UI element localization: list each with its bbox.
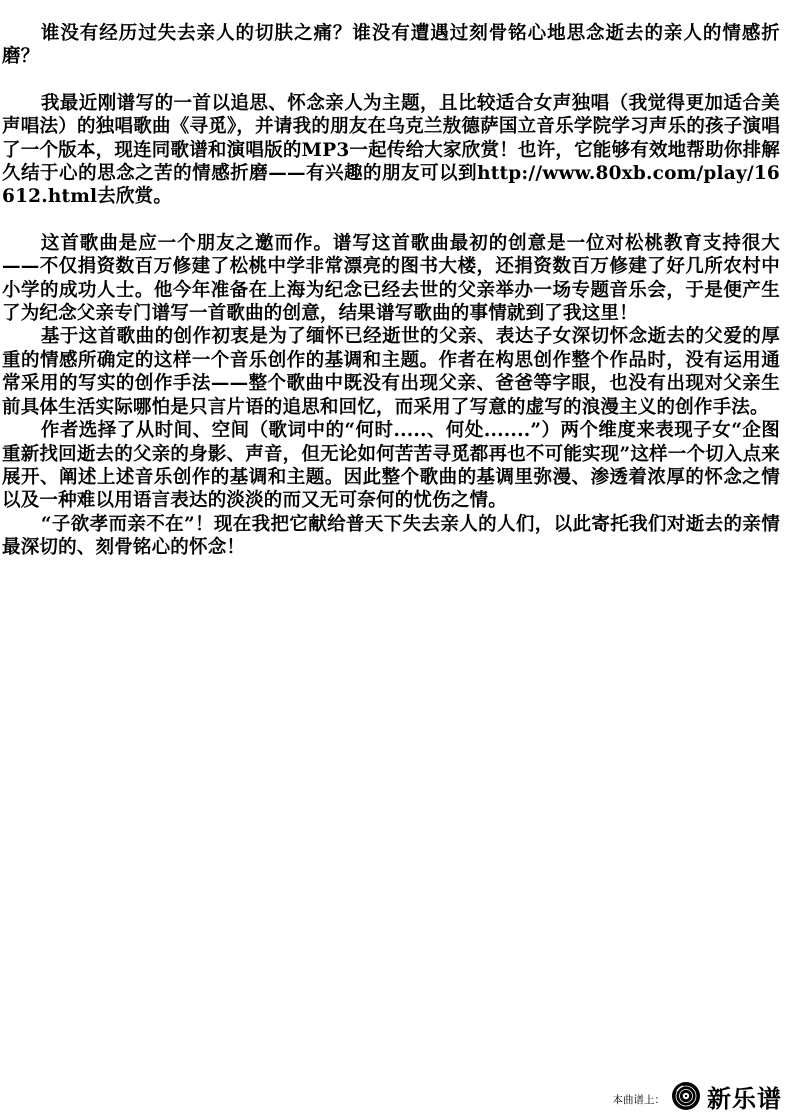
paragraph-intro-question: 谁没有经历过失去亲人的切肤之痛？谁没有遭遇过刻骨铭心地思念逝去的亲人的情感折磨？ bbox=[2, 23, 780, 68]
footer-caption: 本曲谱上： bbox=[612, 1093, 665, 1106]
paragraph-time-space-theme: 作者选择了从时间、空间（歌词中的“何时.....、何处.......”）两个维度来表现子女“企图重新找回逝去的父亲的身影、声音，但无论如何苦苦寻觅都再也不可能实现”这样一个切入点来展开、阐述上述音乐创作的基调和主题。因此整个歌曲的基调里弥漫、渗透着浓厚的怀念之情以及一种难以用语言表达的淡淡的而又无可奈何的忧伤之情。 bbox=[2, 420, 780, 512]
site-logo-text: 新乐谱 bbox=[707, 1084, 782, 1113]
paragraph-song-introduction: 我最近刚谱写的一首以追思、怀念亲人为主题，且比较适合女声独唱（我觉得更加适合美声唱法）的独唱歌曲《寻觅》，并请我的朋友在乌克兰敖德萨国立音乐学院学习声乐的孩子演唱了一个版本，现连同歌谱和演唱版的MP3一起传给大家欣赏！也许，它能够有效地帮助你排解久结于心的思念之苦的情感折磨——有兴趣的朋友可以到http://www.80xb.com/play/16612.html去欣赏。 bbox=[2, 92, 780, 208]
paragraph-creative-approach: 基于这首歌曲的创作初衷是为了缅怀已经逝世的父亲、表达子女深切怀念逝去的父爱的厚重的情感所确定的这样一个音乐创作的基调和主题。作者在构思创作整个作品时，没有运用通常采用的写实的创作手法——整个歌曲中既没有出现父亲、爸爸等字眼，也没有出现对父亲生前具体生活实际哪怕是只言片语的追思和回忆，而采用了写意的虚写的浪漫主义的创作手法。 bbox=[2, 326, 780, 418]
record-disc-icon bbox=[671, 1081, 701, 1111]
footer-watermark bbox=[613, 1079, 783, 1113]
article-body bbox=[2, 22, 780, 560]
paragraph-commission-origin: 这首歌曲是应一个朋友之邀而作。谱写这首歌曲最初的创意是一位对松桃教育支持很大——不仅捐资数百万修建了松桃中学非常漂亮的图书大楼，还捐资数百万修建了好几所农村中小学的成功人士。他今年准备在上海为纪念已经去世的父亲举办一场专题音乐会，于是便产生了为纪念父亲专门谱写一首歌曲的创意，结果谱写歌曲的事情就到了我这里！ bbox=[2, 232, 780, 325]
paragraph-dedication: “子欲孝而亲不在”！现在我把它献给普天下失去亲人的人们，以此寄托我们对逝去的亲情最深切的、刻骨铭心的怀念！ bbox=[2, 513, 780, 559]
